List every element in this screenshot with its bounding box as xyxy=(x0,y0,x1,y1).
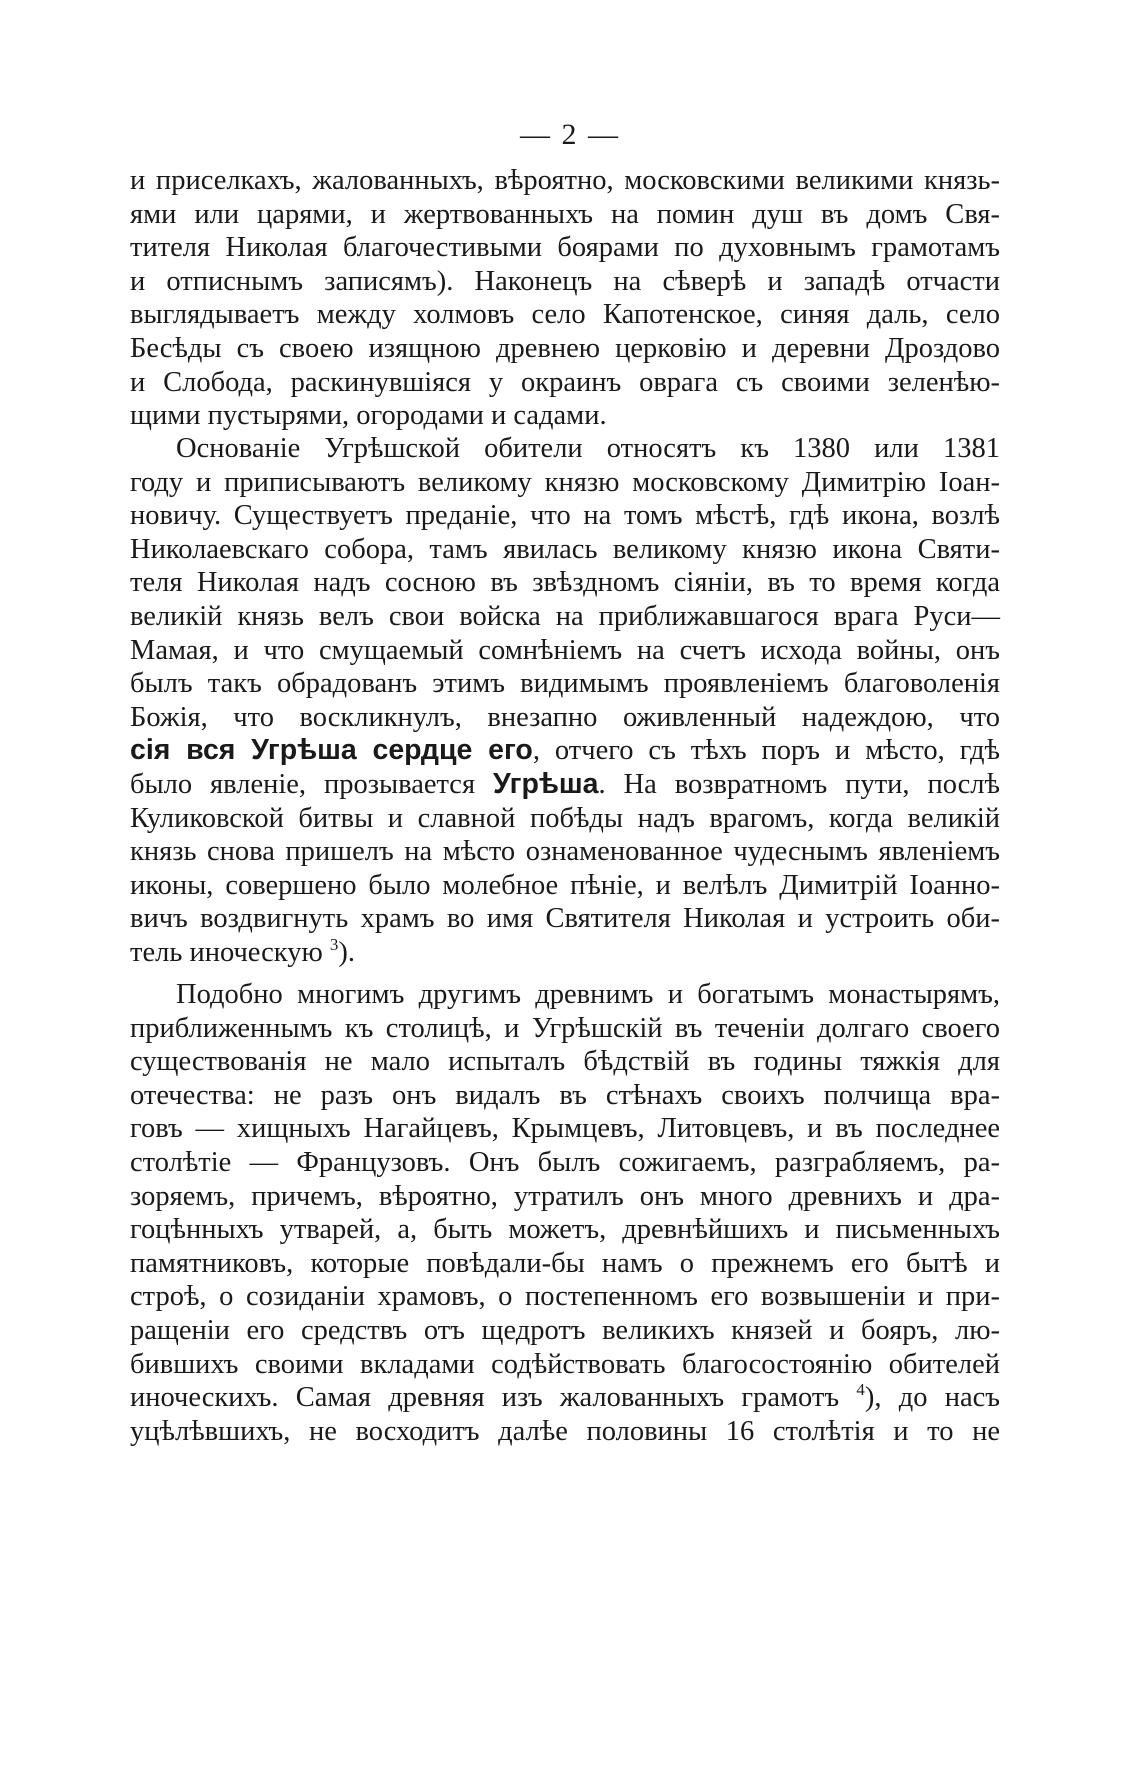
text-line: и отписнымъ записямъ). Наконецъ на сѣверѣ и западѣ отчасти xyxy=(130,265,1000,297)
text-line: Мамая, и что смущаемый сомнѣніемъ на счетъ исхода войны, онъ xyxy=(130,634,1000,666)
text-line: князь снова пришелъ на мѣсто ознаменованное чудеснымъ явленіемъ xyxy=(130,836,1000,868)
text-fragment: , xyxy=(532,735,555,767)
text-line: говъ — хищныхъ Нагайцевъ, Крымцевъ, Литовцевъ, и въ последнее xyxy=(130,1113,1000,1145)
text-fragment: ). xyxy=(338,936,356,968)
text-line: Основаніе Угрѣшской обители относятъ къ 1380 или 1381 xyxy=(176,433,1000,464)
text-line: и приселкахъ, жалованныхъ, вѣроятно, московскими великими князь- xyxy=(130,165,1000,196)
text-line: тителя Николая благочестивыми боярами по духовнымъ грамотамъ xyxy=(130,232,1000,264)
text-line: зоряемъ, причемъ, вѣроятно, утратилъ онъ много древнихъ и дра- xyxy=(130,1180,1000,1212)
text-line: великій князь велъ свои войска на приближавшагося врага Руси— xyxy=(130,600,1000,632)
text-line: вичъ воздвигнуть храмъ во имя Святителя Николая и устроить оби- xyxy=(130,903,1000,935)
emphasis-word: Угрѣша xyxy=(492,767,599,800)
text-line: Куликовской битвы и славной побѣды надъ врагомъ, когда великій xyxy=(130,802,1000,834)
text-line xyxy=(130,1381,1000,1415)
emphasis-phrase: сія вся Угрѣша сердце его xyxy=(130,734,533,767)
text-fragment: . На возвратномъ пути, послѣ xyxy=(598,768,1000,800)
text-line: столѣтіе — Французовъ. Онъ былъ сожигаемъ, разграбляемъ, ра- xyxy=(130,1146,1000,1178)
text-fragment: ), до насъ xyxy=(864,1382,1000,1414)
text-line: приближеннымъ къ столицѣ, и Угрѣшскій въ теченіи долгаго своего xyxy=(130,1012,1000,1044)
text-line: Николаевскаго собора, тамъ явилась великому князю икона Святи- xyxy=(130,533,1000,565)
text-line: году и приписываютъ великому князю московскому Димитрію Іоан- xyxy=(130,466,1000,498)
text-line xyxy=(130,734,1000,768)
text-fragment: тель иноческую xyxy=(130,936,330,968)
text-line: теля Николая надъ сосною въ звѣздномъ сіяніи, въ то время когда xyxy=(130,567,1000,599)
text-line: Бесѣды съ своею изящною древнею церковію и деревни Дроздово xyxy=(130,332,1000,364)
footnote-ref: 4 xyxy=(856,1380,865,1400)
text-line: иконы, совершено было молебное пѣніе, и велѣлъ Димитрій Іоанно- xyxy=(130,869,1000,901)
text-line: памятниковъ, которые повѣдали-бы намъ о прежнемъ его бытѣ и xyxy=(130,1247,1000,1279)
text-fragment: отчего съ тѣхъ поръ и мѣсто, гдѣ xyxy=(554,735,1000,767)
text-line xyxy=(130,936,1000,970)
text-line: новичу. Существуетъ преданіе, что на томъ мѣстѣ, гдѣ икона, возлѣ xyxy=(130,500,1000,532)
page-number: — 2 — xyxy=(520,118,620,151)
text-line: Подобно многимъ другимъ древнимъ и богатымъ монастырямъ, xyxy=(176,979,1000,1010)
text-line: щими пустырями, огородами и садами. xyxy=(130,400,607,432)
paragraph-1 xyxy=(130,164,1000,433)
text-line: Божія, что воскликнулъ, внезапно оживленный надеждою, что xyxy=(130,701,1000,733)
text-line: бившихъ своими вкладами содѣйствовать благосостоянію обителей xyxy=(130,1348,1000,1380)
paragraph-3 xyxy=(130,978,1000,1448)
footnote-ref: 3 xyxy=(329,934,339,954)
text-line: отечества: не разъ онъ видалъ въ стѣнахъ своихъ полчища вра- xyxy=(130,1079,1000,1111)
text-line: ями или царями, и жертвованныхъ на помин душ въ домъ Свя- xyxy=(130,198,1000,230)
text-fragment: было явленіе, прозывается xyxy=(130,768,493,800)
text-line xyxy=(130,768,1000,802)
text-line: былъ такъ обрадованъ этимъ видимымъ проявленіемъ благоволенія xyxy=(130,668,1000,700)
text-line: выглядываетъ между холмовъ село Капотенское, синяя даль, село xyxy=(130,299,1000,331)
paragraph-2 xyxy=(130,432,1000,970)
text-line: гоцѣнныхъ утварей, а, быть можетъ, древнѣйшихъ и письменныхъ xyxy=(130,1214,1000,1246)
text-line: ращеніи его средствъ отъ щедротъ великихъ князей и бояръ, лю- xyxy=(130,1314,1000,1346)
text-line: существованія не мало испыталъ бѣдствій въ годины тяжкія для xyxy=(130,1046,1000,1078)
text-line: и Слобода, раскинувшіяся у окраинъ оврага съ своими зеленѣю- xyxy=(130,366,1000,398)
text-line: строѣ, о созиданіи храмовъ, о постепенномъ его возвышеніи и при- xyxy=(130,1281,1000,1313)
text-fragment: иноческихъ. Самая древняя изъ жалованныхъ грамотъ xyxy=(130,1382,857,1414)
text-line: уцѣлѣвшихъ, не восходитъ далѣе половины 16 столѣтія и то не xyxy=(130,1415,1000,1447)
